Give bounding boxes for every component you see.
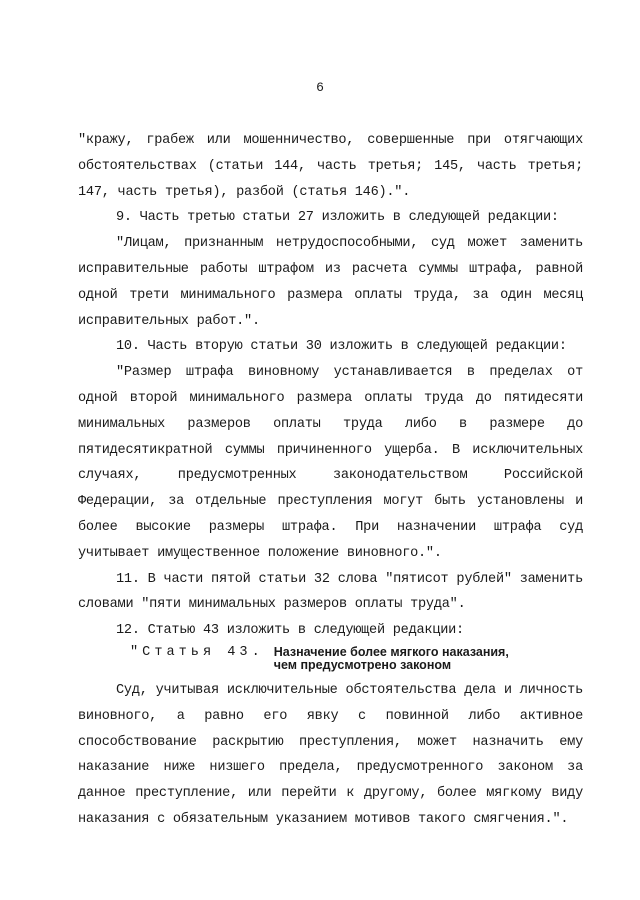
article-title-line-2: чем предусмотрено законом [273, 657, 452, 672]
document-body [78, 128, 583, 833]
paragraph-quote-article-27: "Лицам, признанным нетрудоспособными, суд может заменить исправительные работы штрафом из расчета суммы штрафа, равной одной трети минимального размера оплаты труда, за один месяц исправительных работ.". [78, 236, 583, 329]
paragraph-item-12: 12. Статью 43 изложить в следующей редакции: [116, 623, 464, 639]
page-number: 6 [316, 80, 324, 95]
article-title-line-1: Назначение более мягкого наказания, [273, 644, 509, 659]
article-heading [78, 644, 583, 678]
paragraph-item-11: 11. В части пятой статьи 32 слова "пятисот рублей" заменить словами "пяти минимальных размеров оплаты труда". [78, 571, 583, 613]
paragraph-article-43-text: Суд, учитывая исключительные обстоятельства дела и личность виновного, а равно его явку с повинной либо активное способствование раскрытию преступления, может назначить ему наказание ниже низшего предела, предусмотренного законом за данное преступление, или перейти к другому, более мягкому виду наказания с обязательным указанием мотивов такого смягчения.". [78, 682, 583, 827]
paragraph-quote-article-30: "Размер штрафа виновному устанавливается в пределах от одной второй минимального размера оплаты труда до пятидесяти минимальных размеров оплаты труда либо в размере до пятидесятикратной суммы причиненного ущерба. В исключительных случаях, предусмотренных законодательством Российской Федерации, за отдельные преступления могут быть установлены и более высокие размеры штрафа. При назначении штрафа суд учитывает имущественное положение виновного.". [78, 365, 583, 561]
article-title [274, 644, 509, 672]
article-label: "Статья 43. [130, 644, 264, 660]
paragraph-item-9: 9. Часть третью статьи 27 изложить в следующей редакции: [116, 210, 559, 226]
paragraph-item-10: 10. Часть вторую статьи 30 изложить в следующей редакции: [116, 339, 567, 355]
paragraph-continuation: "кражу, грабеж или мошенничество, совершенные при отягчающих обстоятельствах (статьи 144, часть третья; 145, часть третья; 147, часть третья), разбой (статья 146).". [78, 133, 583, 200]
